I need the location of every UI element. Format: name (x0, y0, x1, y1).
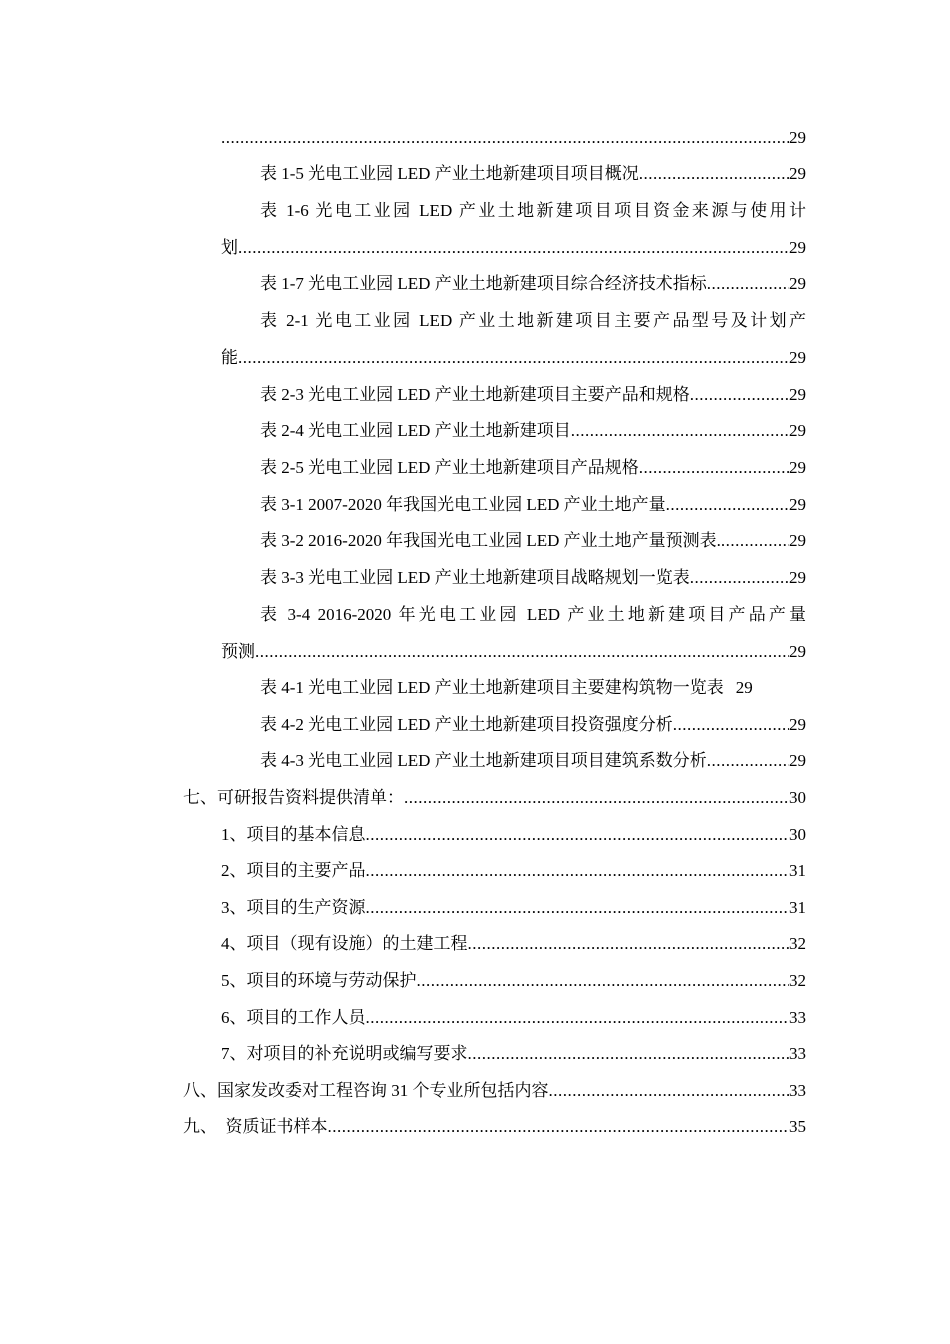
toc-entry-title: 2、项目的主要产品 (221, 861, 366, 880)
toc-entry-table-2-4[interactable] (260, 419, 806, 443)
dot-leader (666, 493, 789, 517)
toc-entry-table-4-2[interactable] (260, 713, 806, 737)
toc-entry-table-3-4[interactable] (260, 603, 806, 627)
page-number: 29 (789, 751, 806, 770)
toc-entry-title: 表 1-6 光电工业园 LED 产业土地新建项目项目资金来源与使用计 (260, 201, 806, 220)
toc-entry-title-continuation: 划 (221, 238, 238, 257)
toc-entry-table-4-1[interactable] (260, 676, 806, 700)
toc-entry-title: 表 4-1 光电工业园 LED 产业土地新建项目主要建构筑物一览表 (260, 678, 724, 697)
page-number: 29 (789, 531, 806, 550)
page-number: 29 (789, 385, 806, 404)
toc-entry-table-1-5[interactable] (260, 162, 806, 186)
toc-entry-title: 表 1-7 光电工业园 LED 产业土地新建项目综合经济技术指标 (260, 274, 707, 293)
dot-leader (366, 1006, 790, 1030)
dot-leader (571, 419, 789, 443)
dot-leader (468, 932, 790, 956)
toc-item-7-7[interactable] (221, 1042, 806, 1066)
dot-leader (238, 236, 789, 260)
dot-leader (707, 272, 789, 296)
dot-leader (639, 456, 789, 480)
dot-leader (255, 640, 789, 664)
page-number: 29 (789, 458, 806, 477)
page-number: 29 (789, 421, 806, 440)
dot-leader (404, 786, 789, 810)
toc-entry-title: 7、对项目的补充说明或编写要求 (221, 1044, 468, 1063)
toc-item-7-1[interactable] (221, 823, 806, 847)
page-number: 33 (789, 1008, 806, 1027)
page-number: 29 (789, 128, 806, 147)
toc-item-7-2[interactable] (221, 859, 806, 883)
page-number: 33 (789, 1081, 806, 1100)
toc-entry-table-2-1[interactable] (260, 309, 806, 333)
dot-leader (639, 162, 789, 186)
toc-item-7-5[interactable] (221, 969, 806, 993)
toc-entry-title: 表 4-3 光电工业园 LED 产业土地新建项目项目建筑系数分析 (260, 751, 707, 770)
dot-leader (328, 1115, 790, 1139)
page-number: 32 (789, 971, 806, 990)
toc-entry-title-continuation: 能 (221, 348, 238, 367)
page-number: 29 (789, 348, 806, 367)
toc-entry-title: 表 3-3 光电工业园 LED 产业土地新建项目战略规划一览表 (260, 568, 690, 587)
toc-entry-title: 表 2-5 光电工业园 LED 产业土地新建项目产品规格 (260, 458, 639, 477)
toc-entry-title: 5、项目的环境与劳动保护 (221, 971, 417, 990)
toc-item-7-3[interactable] (221, 896, 806, 920)
page-number: 29 (789, 568, 806, 587)
toc-entry-title: 3、项目的生产资源 (221, 898, 366, 917)
toc-entry-continuation (221, 126, 806, 150)
toc-entry-table-3-2[interactable] (260, 529, 806, 553)
page-number: 29 (789, 642, 806, 661)
toc-entry-title-continuation: 预测 (221, 642, 255, 661)
dot-leader (673, 713, 789, 737)
toc-entry-table-4-3[interactable] (260, 749, 806, 773)
dot-leader (238, 346, 789, 370)
dot-leader (366, 859, 790, 883)
toc-entry-title: 表 3-2 2016-2020 年我国光电工业园 LED 产业土地产量预测表. (260, 531, 721, 550)
toc-entry-title: 1、项目的基本信息 (221, 825, 366, 844)
page-number: 29 (789, 238, 806, 257)
toc-entry-title: 表 2-3 光电工业园 LED 产业土地新建项目主要产品和规格 (260, 385, 690, 404)
dot-leader (690, 566, 789, 590)
toc-entry-title: 4、项目（现有设施）的土建工程 (221, 934, 468, 953)
toc-item-7-4[interactable] (221, 932, 806, 956)
toc-entry-title: 九、 资质证书样本 (183, 1117, 328, 1136)
toc-entry-title: 八、国家发改委对工程咨询 31 个专业所包括内容 (183, 1081, 549, 1100)
page-number: 33 (789, 1044, 806, 1063)
page-number: 30 (789, 825, 806, 844)
toc-entry-title: 表 1-5 光电工业园 LED 产业土地新建项目项目概况 (260, 164, 639, 183)
dot-leader (707, 749, 789, 773)
toc-entry-table-1-7[interactable] (260, 272, 806, 296)
page-number: 35 (789, 1117, 806, 1136)
toc-section-9[interactable] (183, 1115, 806, 1139)
page-number: 30 (789, 788, 806, 807)
dot-leader (366, 896, 790, 920)
toc-entry-table-3-1[interactable] (260, 493, 806, 517)
toc-entry-title: 表 4-2 光电工业园 LED 产业土地新建项目投资强度分析 (260, 715, 673, 734)
toc-entry-table-2-1-continuation[interactable] (221, 346, 806, 370)
page-number: 29 (789, 715, 806, 734)
page-number: 29 (735, 678, 753, 697)
toc-entry-title: 表 3-4 2016-2020 年光电工业园 LED 产业土地新建项目产品产量 (260, 605, 806, 624)
toc-item-7-6[interactable] (221, 1006, 806, 1030)
dot-leader (549, 1079, 790, 1103)
toc-section-8[interactable] (183, 1079, 806, 1103)
dot-leader (366, 823, 790, 847)
toc-entry-title: 6、项目的工作人员 (221, 1008, 366, 1027)
toc-section-7[interactable] (183, 786, 806, 810)
toc-entry-table-3-4-continuation[interactable] (221, 640, 806, 664)
dot-leader (690, 383, 789, 407)
dot-leader (468, 1042, 790, 1066)
page-number: 32 (789, 934, 806, 953)
toc-entry-table-2-3[interactable] (260, 383, 806, 407)
page-number: 31 (789, 898, 806, 917)
dot-leader (221, 126, 789, 150)
page-number: 29 (789, 274, 806, 293)
toc-entry-title: 表 3-1 2007-2020 年我国光电工业园 LED 产业土地产量 (260, 495, 666, 514)
toc-entry-title: 七、可研报告资料提供清单： (183, 788, 404, 807)
toc-entry-title: 表 2-1 光电工业园 LED 产业土地新建项目主要产品型号及计划产 (260, 311, 806, 330)
page-number: 29 (789, 164, 806, 183)
toc-entry-table-1-6-continuation[interactable] (221, 236, 806, 260)
dot-leader (721, 529, 789, 553)
page-number: 29 (789, 495, 806, 514)
toc-entry-table-3-3[interactable] (260, 566, 806, 590)
toc-entry-table-1-6[interactable] (260, 199, 806, 223)
page-number: 31 (789, 861, 806, 880)
toc-entry-table-2-5[interactable] (260, 456, 806, 480)
toc-entry-title: 表 2-4 光电工业园 LED 产业土地新建项目 (260, 421, 571, 440)
dot-leader (417, 969, 790, 993)
